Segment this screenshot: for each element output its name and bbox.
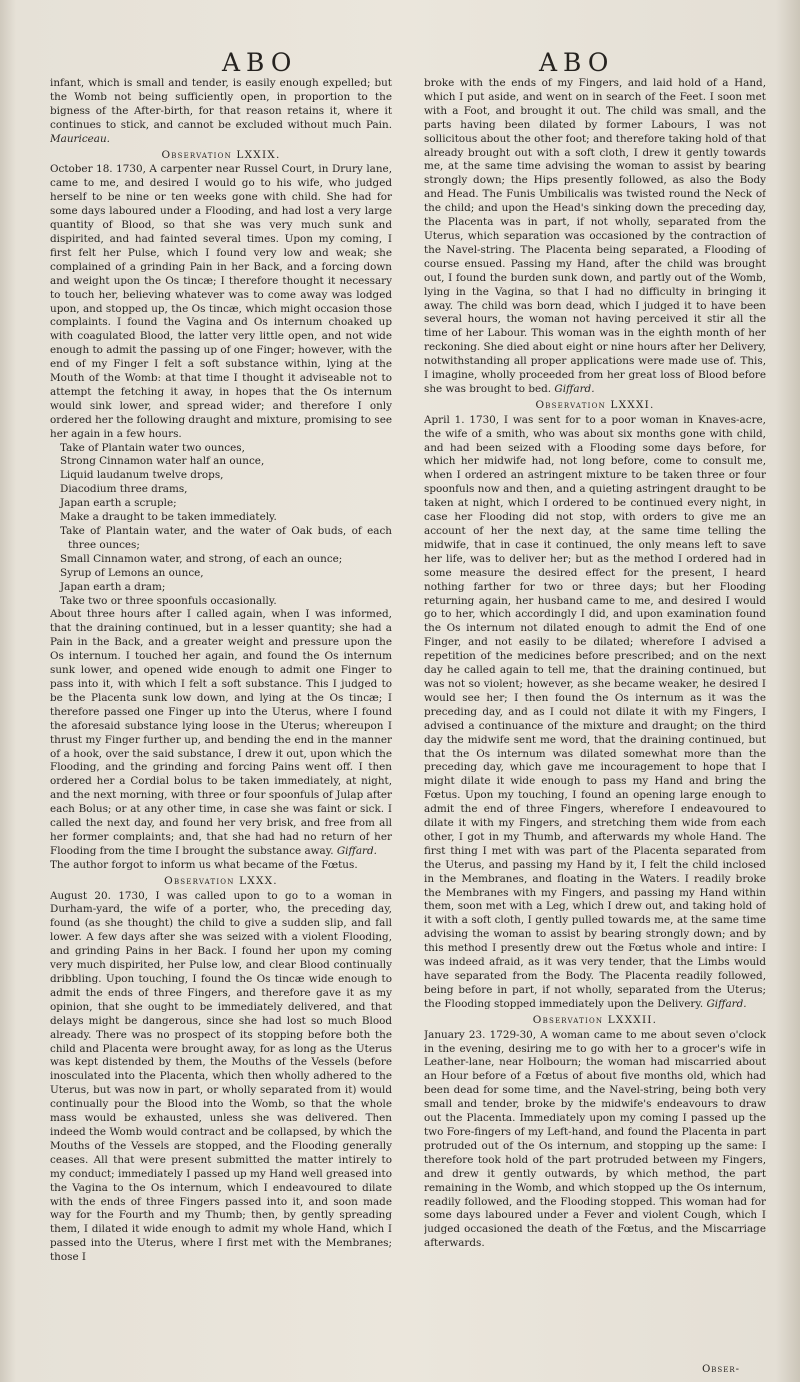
rx-line: Make a draught to be taken immediately.	[60, 511, 277, 524]
running-head-right: ABO	[539, 48, 615, 77]
observation-heading: Observation LXXXI.	[535, 398, 655, 411]
prescription-2	[50, 525, 392, 608]
rx-line: Take of Plantain water, and the water of Oak buds, of each three ounces;	[60, 525, 392, 551]
left-column	[50, 77, 392, 1367]
rx-line: Take two or three spoonfuls occasionally.	[60, 594, 277, 607]
paragraph: The author forgot to inform us what became of the Fœtus.	[50, 858, 358, 871]
paragraph: April 1. 1730, I was sent for to a poor woman in Knaves-acre, the wife of a smith, who was about six months gone with child, and had been seized with a Flooding some days before, for which her midwife had, not long before, come to consult me, when I ordered an astringent mixture to be taken three or four spoonfuls now and then, and a quieting astringent draught to be taken at night, which I ordered to be continued every night, in case her Flooding did not stop, with orders to give me an account of her the next day, at the same time telling the midwife, that in case it continued, the only means left to save her life, was to deliver her; but as the method I ordered had in some measure the desired effect for the present, I heard nothing farther for two or three days; but her Flooding returning again, her husband came to me, and desired I would go to her, which accordingly I did, and upon examination found the Os internum not dilated enough to admit the End of one Finger, and not easily to be dilated; wherefore I advised a repetition of the medicines before prescribed; and on the next day he called again to tell me, that the draining continued, but was not so violent; however, as she became weaker, he desired I would see her; I then found the Os internum as it was the preceding day, and as I could not dilate it with my Fingers, I advised a continuance of the mixture and draught; on the third day the midwife sent me word, that the draining continued, but that the Os internum was dilated somewhat more than the preceding day, which gave me incouragement to hope that I might dilate it wide enough to pass my Hand and bring the Fœtus. Upon my touching, I found an opening large enough to admit the end of three Fingers, wherefore I endeavoured to dilate it with my Fingers, and stretching them wide from each other, I got in my Thumb, and afterwards my whole Hand. The first thing I met with was part of the Placenta separated from the Uterus, and passing my Hand by it, I felt the child inclosed in the Membranes, and floating in the Waters. I readily broke the Membranes with my Fingers, and passing my Hand within them, soon met with a Leg, which I drew out, and taking hold of it with a soft cloth, I gently pulled towards me, at the same time advising the woman to assist by bearing strongly down; and by this method I presently drew out the Fœtus whole and intire: I was indeed afraid, as it was very tender, that the Limbs would have separated from the Body. The Placenta readily followed, being before in part, if not wholly, separated from the Uterus; the Flooding stopped immediately upon the Delivery. Giffard.	[424, 413, 766, 1010]
rx-line: Japan earth a scruple;	[60, 497, 177, 510]
observation-heading: Observation LXXIX.	[161, 148, 281, 161]
paragraph: infant, which is small and tender, is easily enough expelled; but the Womb not being sufficiently open, in proportion to the bigness of the After-birth, for that reason retains it, where it continues to stick, and cannot be excluded without much Pain. Mauriceau.	[50, 77, 392, 145]
prescription-1	[50, 442, 392, 525]
rx-line: Japan earth a dram;	[60, 580, 166, 593]
catchword: Obser-	[702, 1364, 740, 1375]
paragraph: October 18. 1730, A carpenter near Russel Court, in Drury lane, came to me, and desired I would go to his wife, who judged herself to be nine or ten weeks gone with child. She had for some days laboured under a Flooding, and had lost a very large quantity of Blood, so that she was very much sunk and dispirited, and had fainted several times. Upon my coming, I first felt her Pulse, which I found very low and weak; she complained of a grinding Pain in her Back, and a forcing down and weight upon the Os tincæ; I therefore thought it necessary to touch her, believing whatever was to come away was lodged upon, and stopped up, the Os tincæ, which might occasion those complaints. I found the Vagina and Os internum choaked up with coagulated Blood, the latter very little open, and not wide enough to admit the passing up of one Finger; however, with the end of my Finger I felt a soft substance within, lying at the Mouth of the Womb: at that time I thought it adviseable not to attempt the fetching it away, in hopes that the Os internum would sink lower, and spread wider; and therefore I only ordered her the following draught and mixture, promising to see her again in a few hours.	[50, 163, 392, 440]
signature: Mauriceau.	[50, 132, 110, 145]
observation-heading: Observation LXXXII.	[532, 1013, 658, 1026]
rx-line: Small Cinnamon water, and strong, of each an ounce;	[60, 552, 343, 565]
right-column	[424, 77, 766, 1367]
rx-line: Diacodium three drams,	[60, 483, 188, 496]
paragraph: broke with the ends of my Fingers, and laid hold of a Hand, which I put aside, and went on in search of the Feet. I soon met with a Foot, and brought it out. The child was small, and the parts having been dilated by former Labours, I was not sollicitous about the other foot; and therefore taking hold of that already brought out with a soft cloth, I drew it gently towards me, at the same time advising the woman to assist by bearing strongly down; the Hips presently followed, as also the Body and Head. The Funis Umbilicalis was twisted round the Neck of the child; and upon the Head's sinking down the preceding day, the Placenta was in part, if not wholly, separated from the Uterus, which separation was occasioned by the contraction of the Navel-string. The Placenta being separated, a Flooding of course ensued. Passing my Hand, after the child was brought out, I found the burden sunk down, and partly out of the Womb, lying in the Vagina, so that I had no difficulty in bringing it away. The child was born dead, which I judged it to have been several hours, the woman not having perceived it stir all the time of her Labour. This woman was in the eighth month of her reckoning. She died about eight or nine hours after her Delivery, notwithstanding all proper applications were made use of. This, I imagine, wholly proceeded from her great loss of Blood before she was brought to bed. Giffard.	[424, 77, 766, 395]
rx-line: Strong Cinnamon water half an ounce,	[60, 455, 265, 468]
rx-line: Syrup of Lemons an ounce,	[60, 566, 204, 579]
signature: Giffard.	[706, 997, 747, 1010]
paragraph: January 23. 1729-30, A woman came to me about seven o'clock in the evening, desiring me to go with her to a grocer's wife in Leather-lane, near Holbourn; the woman had miscarried about an Hour before of a Fœtus of about five months old, which had been dead for some time, and the Navel-string, being both very small and tender, broke by the midwife's endeavours to draw out the Placenta. Immediately upon my coming I passed up the two Fore-fingers of my Left-hand, and found the Placenta in part protruded out of the Os internum, and stopping up the same: I therefore took hold of the part protruded between my Fingers, and drew it gently outwards, by which method, the part remaining in the Womb, and which stopped up the Os internum, readily followed, and the Flooding stopped. This woman had for some days laboured under a Fever and violent Cough, which I judged occasioned the death of the Fœtus, and the Miscarriage afterwards.	[424, 1028, 766, 1250]
signature: Giffard.	[554, 382, 595, 395]
rx-line: Liquid laudanum twelve drops,	[60, 469, 224, 482]
running-head-left: ABO	[222, 48, 298, 77]
signature: Giffard.	[336, 844, 377, 857]
rx-line: Take of Plantain water two ounces,	[60, 441, 245, 454]
paragraph: About three hours after I called again, when I was informed, that the draining continued, but in a lesser quantity; she had a Pain in the Back, and a greater weight and pressure upon the Os internum. I touched her again, and found the Os internum sunk lower, and opened wide enough to admit one Finger to pass into it, with which I felt a soft substance. This I judged to be the Placenta sunk low down, and lying at the Os tincæ; I therefore passed one Finger up into the Uterus, where I found the aforesaid substance lying loose in the Uterus; whereupon I thrust my Finger further up, and bending the end in the manner of a hook, over the said substance, I drew it out, upon which the Flooding, and the grinding and forcing Pains went off. I then ordered her a Cordial bolus to be taken immediately, at night, and the next morning, with three or four spoonfuls of Julap after each Bolus; or at any other time, in case she was faint or sick. I called the next day, and found her very brisk, and free from all her former complaints; and, that she had had no return of her Flooding from the time I brought the substance away. Giffard.	[50, 608, 392, 857]
paragraph: August 20. 1730, I was called upon to go to a woman in Durham-yard, the wife of a porter, who, the preceding day, found (as she thought) the child to give a sudden slip, and fall lower. A few days after she was seized with a violent Flooding, and grinding Pains in her Back. I found her upon my coming very much dispirited, her Pulse low, and clear Blood continually dribbling. Upon touching, I found the Os tincæ wide enough to admit the ends of three Fingers, and therefore gave it as my opinion, that she ought to be immediately delivered, and that delays might be dangerous, since she had lost so much Blood already. There was no prospect of its stopping before both the child and Placenta were brought away, for as long as the Uterus was kept distended by them, the Mouths of the Vessels (before inosculated into the Placenta, which then wholly adhered to the Uterus, but was now in part, or wholly separated from it) would continually pour the Blood into the Womb, so that the whole mass would be exhausted, unless she was delivered. Then indeed the Womb would contract and be collapsed, by which the Mouths of the Vessels are stopped, and the Flooding generally ceases. All that were present submitted the matter intirely to my conduct; immediately I passed up my Hand well greased into the Vagina to the Os internum, which I endeavoured to dilate with the ends of three Fingers passed into it, and soon made way for the Fourth and my Thumb; then, by gently spreading them, I dilated it wide enough to admit my whole Hand, which I passed into the Uterus, where I first met with the Membranes; those I	[50, 889, 392, 1264]
observation-heading: Observation LXXX.	[164, 874, 278, 887]
